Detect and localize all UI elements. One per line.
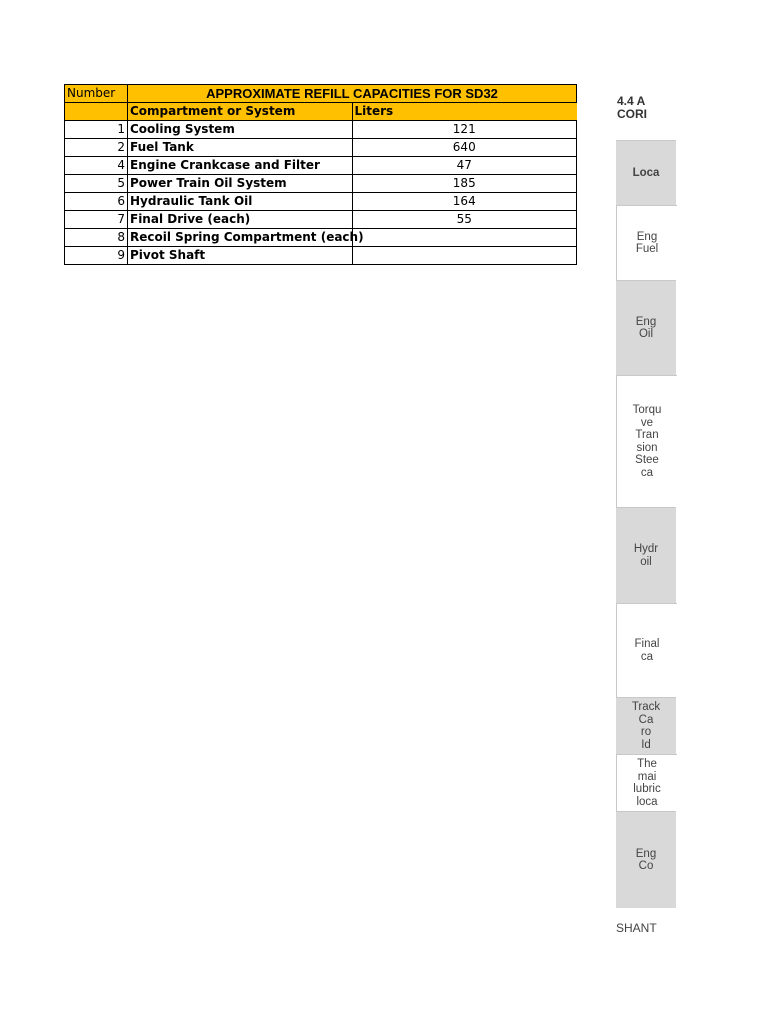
compartment-cell[interactable]: Pivot Shaft xyxy=(128,247,353,265)
liters-cell[interactable]: 640 xyxy=(352,139,577,157)
title-row xyxy=(65,85,577,103)
section-heading-line-1: 4.4 A xyxy=(617,94,646,108)
side-panel-text: Eng Co xyxy=(635,847,657,872)
row-number-cell[interactable]: 7 xyxy=(65,211,128,229)
table-row xyxy=(65,247,577,265)
clipped-side-document xyxy=(610,90,662,950)
side-panel xyxy=(616,375,677,507)
compartment-cell[interactable]: Cooling System xyxy=(128,121,353,139)
section-heading-line-2: CORI xyxy=(617,107,647,121)
table-row xyxy=(65,121,577,139)
side-panel xyxy=(616,697,676,754)
table-row xyxy=(65,229,577,247)
table-row xyxy=(65,211,577,229)
compartment-cell[interactable]: Engine Crankcase and Filter xyxy=(128,157,353,175)
side-panel-text: Eng Fuel xyxy=(635,230,659,255)
liters-cell[interactable] xyxy=(352,229,577,247)
compartment-cell[interactable]: Power Train Oil System xyxy=(128,175,353,193)
compartment-cell[interactable]: Final Drive (each) xyxy=(128,211,353,229)
table-row xyxy=(65,139,577,157)
row-number-cell[interactable]: 4 xyxy=(65,157,128,175)
liters-cell[interactable]: 164 xyxy=(352,193,577,211)
liters-cell[interactable] xyxy=(352,247,577,265)
side-panel-text: Track Ca ro Id xyxy=(631,701,661,751)
compartment-cell[interactable]: Fuel Tank xyxy=(128,139,353,157)
row-number-cell[interactable]: 8 xyxy=(65,229,128,247)
compartment-cell[interactable]: Hydraulic Tank Oil xyxy=(128,193,353,211)
liters-cell[interactable]: 47 xyxy=(352,157,577,175)
liters-cell[interactable]: 55 xyxy=(352,211,577,229)
side-panel xyxy=(616,754,677,811)
liters-cell[interactable]: 185 xyxy=(352,175,577,193)
row-number-cell[interactable]: 2 xyxy=(65,139,128,157)
liters-cell[interactable]: 121 xyxy=(352,121,577,139)
side-panel-text: Loca xyxy=(632,166,660,179)
section-heading xyxy=(617,95,647,121)
table-row xyxy=(65,157,577,175)
column-header-row xyxy=(65,103,577,121)
side-panel xyxy=(616,205,677,280)
side-document-footer: SHANT xyxy=(616,921,657,935)
refill-capacities-table xyxy=(64,84,577,265)
side-panel-text: Final ca xyxy=(634,638,660,663)
side-panel xyxy=(616,603,677,697)
side-panel xyxy=(616,507,676,603)
side-panel xyxy=(616,811,676,908)
row-number-cell[interactable]: 1 xyxy=(65,121,128,139)
side-panel-text: Torqu ve Tran sion Stee ca xyxy=(632,404,662,479)
table-row xyxy=(65,193,577,211)
row-number-cell[interactable]: 9 xyxy=(65,247,128,265)
table-title-cell[interactable]: APPROXIMATE REFILL CAPACITIES FOR SD32 xyxy=(128,85,577,103)
row-number-cell[interactable]: 6 xyxy=(65,193,128,211)
number-header-cell[interactable]: Number xyxy=(65,85,128,103)
compartment-header-cell[interactable]: Compartment or System xyxy=(128,103,353,121)
side-panel xyxy=(616,280,676,375)
compartment-cell[interactable]: Recoil Spring Compartment (each) xyxy=(128,229,353,247)
side-panel-header xyxy=(616,140,676,205)
row-number-cell[interactable]: 5 xyxy=(65,175,128,193)
liters-header-cell[interactable]: Liters xyxy=(352,103,577,121)
side-panel-text: Eng Oil xyxy=(635,315,657,340)
side-panel-text: The mai lubric loca xyxy=(633,758,661,808)
table-row xyxy=(65,175,577,193)
empty-header-cell[interactable] xyxy=(65,103,128,121)
side-panel-text: Hydr oil xyxy=(633,543,659,568)
